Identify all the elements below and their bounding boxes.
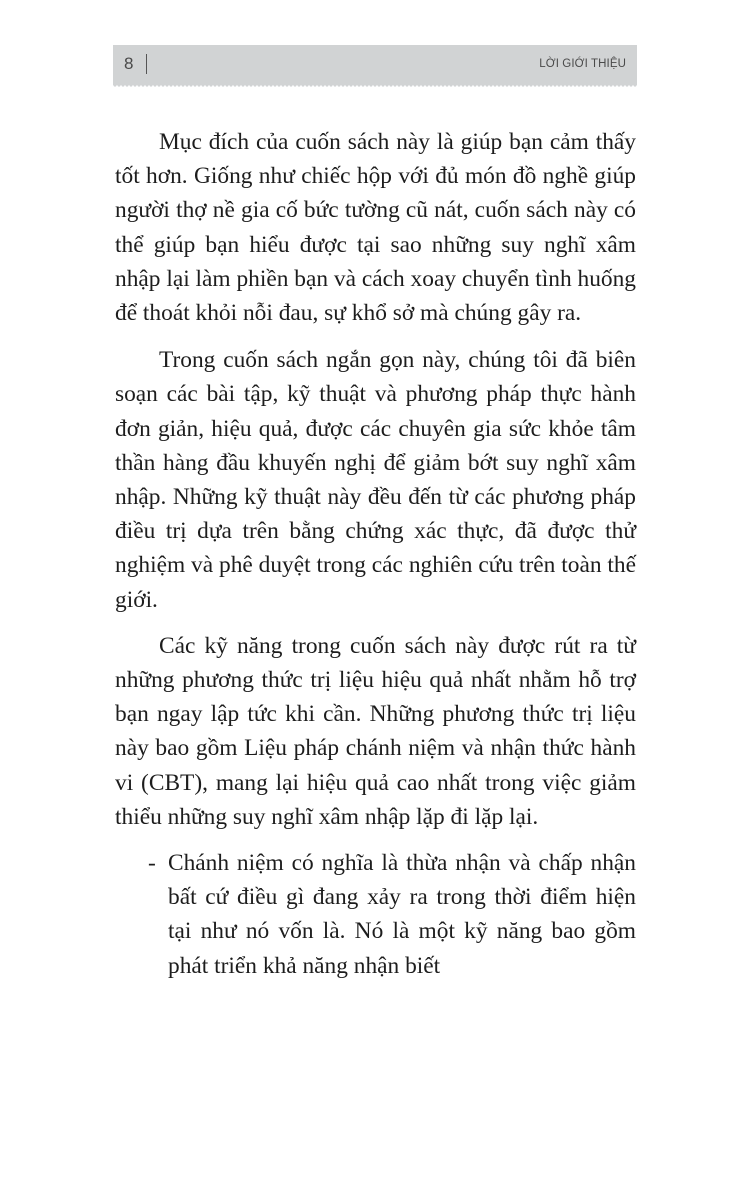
paragraph: Mục đích của cuốn sách này là giúp bạn cảm thấy tốt hơn. Giống như chiếc hộp với đủ món đồ nghề giúp người thợ nề gia cố bức tường cũ nát, cuốn sách này có thể giúp bạn hiểu được tại sao những suy nghĩ xâm nhập lại làm phiền bạn và cách xoay chuyển tình huống để thoát khỏi nỗi đau, sự khổ sở mà chúng gây ra. <box>115 129 636 327</box>
page-body <box>115 125 636 983</box>
bullet-text: Chánh niệm có nghĩa là thừa nhận và chấp nhận bất cứ điều gì đang xảy ra trong thời điểm hiện tại như nó vốn là. Nó là một kỹ năng bao gồm phát triển khả năng nhận biết <box>168 850 636 979</box>
paragraph: Các kỹ năng trong cuốn sách này được rút ra từ những phương thức trị liệu hiệu quả nhất nhằm hỗ trợ bạn ngay lập tức khi cần. Những phương thức trị liệu này bao gồm Liệu pháp chánh niệm và nhận thức hành vi (CBT), mang lại hiệu quả cao nhất trong việc giảm thiểu những suy nghĩ xâm nhập lặp đi lặp lại. <box>115 632 636 830</box>
bullet-marker: - <box>148 850 156 877</box>
chapter-title: LỜI GIỚI THIỆU <box>539 58 626 70</box>
header-separator <box>146 54 147 74</box>
bullet-item <box>115 846 636 983</box>
page-number: 8 <box>124 54 134 73</box>
running-header <box>113 45 637 85</box>
paragraph: Trong cuốn sách ngắn gọn này, chúng tôi đã biên soạn các bài tập, kỹ thuật và phương pháp thực hành đơn giản, hiệu quả, được các chuyên gia sức khỏe tâm thần hàng đầu khuyến nghị để giảm bớt suy nghĩ xâm nhập. Những kỹ thuật này đều đến từ các phương pháp điều trị dựa trên bằng chứng xác thực, đã được thử nghiệm và phê duyệt trong các nghiên cứu trên toàn thế giới. <box>115 347 636 613</box>
